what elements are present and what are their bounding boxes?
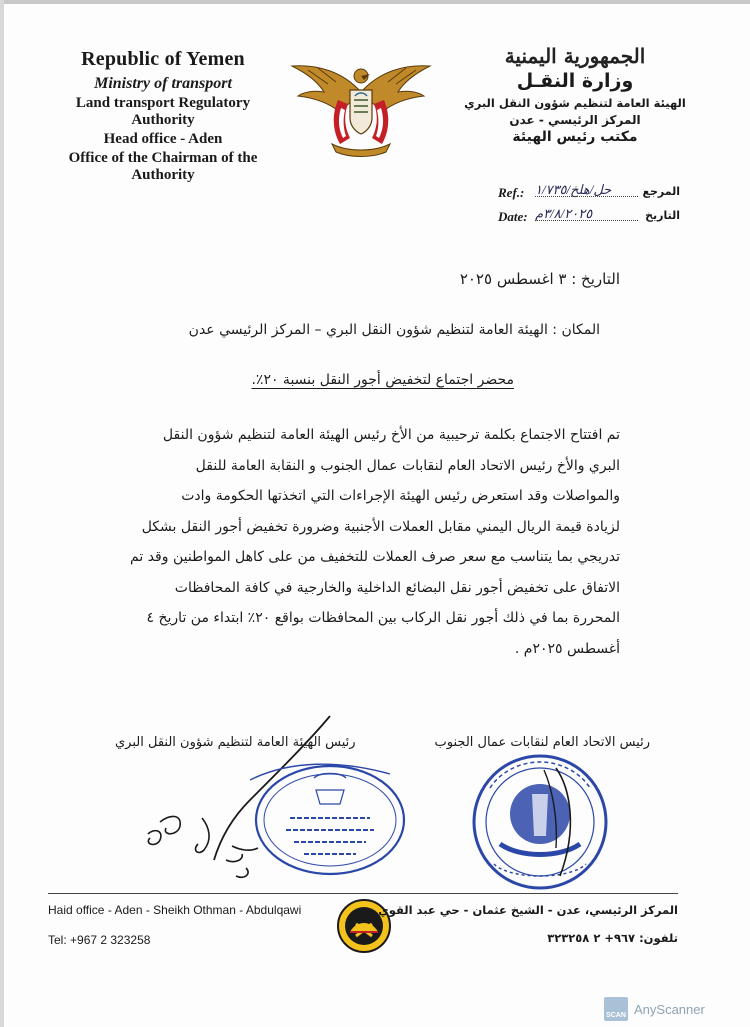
footer-ar-phone: تلفون: ٩٦٧+ ٢ ٣٢٣٢٥٨ bbox=[547, 931, 678, 945]
footer-en-phone: Tel: +967 2 323258 bbox=[48, 933, 151, 947]
footer-ar-address: المركز الرئيسي، عدن - الشيخ عثمان - حي عبد القوي bbox=[378, 903, 678, 917]
date-label-ar: التاريخ bbox=[645, 209, 680, 222]
scan-edge-left bbox=[0, 0, 4, 1027]
paragraph-line: لزيادة قيمة الريال اليمني مقابل العملات الأجنبية وضرورة تخفيض أجور النقل بشكل bbox=[141, 518, 620, 535]
paragraph-line: أغسطس ٢٠٢٥م . bbox=[514, 640, 620, 657]
yemen-eagle-emblem-icon bbox=[288, 52, 434, 160]
meeting-date: التاريخ : ٣ اغسطس ٢٠٢٥ bbox=[459, 270, 620, 288]
footer-divider bbox=[48, 893, 678, 894]
scanner-watermark bbox=[604, 997, 705, 1021]
letterhead-ar-ministry: وزارة النقـل bbox=[516, 70, 634, 92]
date-label-en: Date: bbox=[498, 209, 528, 224]
letterhead-ar-office: مكتب رئيس الهيئة bbox=[512, 129, 638, 145]
reference-block bbox=[490, 180, 680, 228]
scan-edge-top bbox=[0, 0, 750, 4]
letterhead-en-republic: Republic of Yemen bbox=[81, 48, 245, 70]
letterhead-english bbox=[48, 48, 278, 184]
letterhead-en-ministry: Ministry of transport bbox=[94, 75, 232, 92]
ref-value: حل/هلخ/١/٧٣٥ bbox=[535, 182, 612, 197]
footer-english bbox=[48, 903, 301, 947]
scanner-brand: AnyScanner bbox=[634, 1001, 705, 1017]
meeting-paragraph bbox=[80, 420, 620, 664]
letterhead-arabic bbox=[455, 44, 695, 145]
paragraph-line: البري والأخ رئيس الاتحاد العام لنقابات عمال الجنوب و النقابة العامة للنقل bbox=[195, 457, 620, 474]
letterhead-ar-authority: الهيئة العامة لتنظيم شؤون النقل البري bbox=[464, 96, 686, 110]
ref-dotted-line bbox=[535, 196, 638, 197]
date-row bbox=[490, 204, 680, 228]
signature-title-union: رئيس الاتحاد العام لنقابات عمال الجنوب bbox=[434, 735, 650, 750]
footer-en-address: Haid office - Aden - Sheikh Othman - Abdulqawi bbox=[48, 903, 302, 917]
paragraph-line: والمواصلات وقد استعرض رئيس الهيئة الإجراءات التي اتخذتها الحكومة وادت bbox=[181, 488, 620, 504]
letterhead-ar-head-office: المركز الرئيسي - عدن bbox=[509, 113, 641, 127]
paragraph-line: تدريجي بما يتناسب مع سعر صرف العملات للتخفيف من على كاهل المواطنين وقد تم bbox=[130, 549, 620, 565]
union-stamp-icon bbox=[460, 748, 620, 896]
paragraph-line: المحررة بما في ذلك أجور نقل الركاب بين المحافظات بواقع ٢٠٪ ابتداء من تاريخ ٤ bbox=[146, 610, 620, 626]
letterhead-en-head-office: Head office - Aden bbox=[103, 131, 223, 147]
date-value: ٣/٨/٢٠٢٥م bbox=[535, 206, 593, 221]
reference-row bbox=[490, 180, 680, 204]
meeting-subject: محضر اجتماع لتخفيض أجور النقل بنسبة ٢٠٪. bbox=[251, 372, 514, 388]
meeting-place: المكان : الهيئة العامة لتنظيم شؤون النقل البري – المركز الرئيسي عدن bbox=[188, 322, 600, 338]
footer-arabic bbox=[378, 903, 678, 945]
paragraph-line: تم افتتاح الاجتماع بكلمة ترحيبية من الأخ رئيس الهيئة العامة لتنظيم شؤون النقل bbox=[162, 427, 620, 443]
signature-title-authority: رئيس الهيئة العامة لتنظيم شؤون النقل البري bbox=[115, 735, 356, 750]
letterhead-en-office: Office of the Chairman of the Authority bbox=[68, 150, 258, 183]
ref-label-en: Ref.: bbox=[498, 185, 525, 200]
date-dotted-line bbox=[535, 220, 638, 221]
letterhead-ar-republic: الجمهورية اليمنية bbox=[504, 44, 646, 68]
ref-label-ar: المرجع bbox=[642, 185, 680, 198]
scan-badge-icon: SCAN bbox=[604, 997, 628, 1021]
letterhead-en-authority: Land transport Regulatory Authority bbox=[75, 95, 251, 128]
authority-stamp-icon bbox=[250, 760, 410, 880]
paragraph-line: الاتفاق على تخفيض أجور نقل البضائع الداخلية والخارجية في كافة المحافظات bbox=[174, 579, 620, 596]
